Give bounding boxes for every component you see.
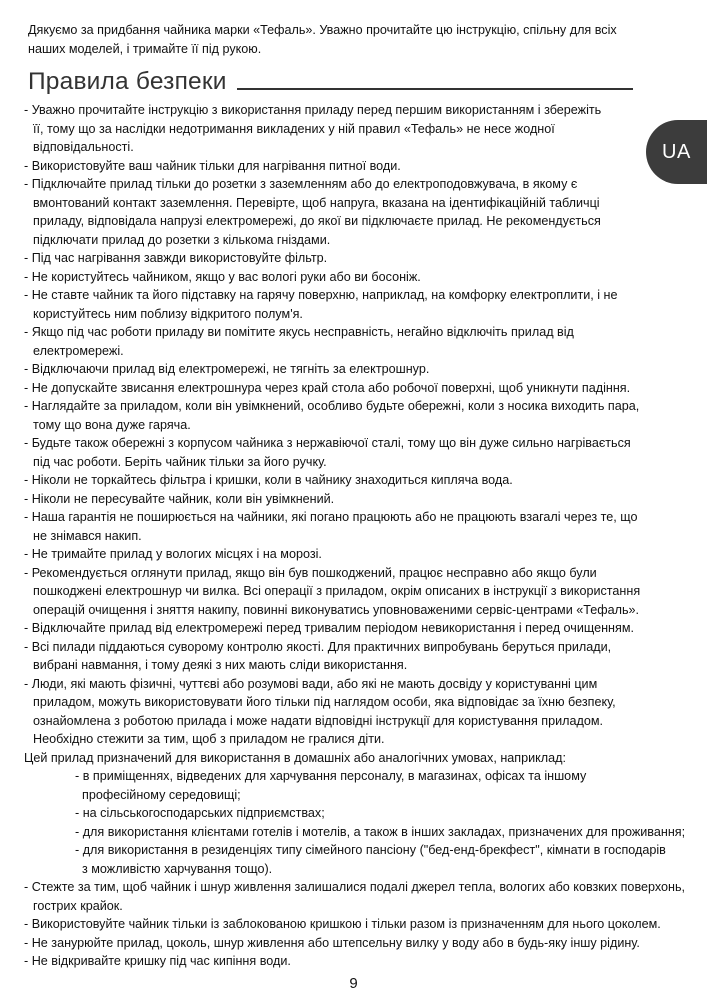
safety-rule <box>24 157 684 176</box>
list-item-continuation: приладу, відповідала напрузі електромережі, до якої ви підключаєте прилад. Не рекомендується <box>33 214 601 228</box>
list-item-continuation: користуйтесь ним поблизу відкритого полум'я. <box>33 306 303 321</box>
intro-line: наших моделей, і тримайте її під рукою. <box>28 41 262 56</box>
safety-rule <box>24 268 684 287</box>
list-item-continuation: Необхідно стежити за тим, щоб з приладом не гралися діти. <box>33 732 385 746</box>
list-item-continuation: пошкоджені електрошнур чи вилка. Всі операції з приладом, окрім описаних в інструкції з використання <box>33 584 641 598</box>
purpose-item <box>24 841 684 878</box>
safety-rule <box>24 564 684 620</box>
intro-paragraph <box>28 21 628 58</box>
list-item-text: - Ніколи не пересувайте чайник, коли він увімкнений. <box>24 491 335 506</box>
purpose-item <box>24 823 684 842</box>
safety-rule <box>24 471 684 490</box>
list-item-text: - для використання клієнтами готелів і мотелів, а також в інших закладах, призначених для проживання; <box>75 824 686 839</box>
purpose-intro-text: Цей прилад призначений для використання в домашніх або аналогічних умовах, наприклад: <box>24 750 567 765</box>
safety-rule <box>24 915 684 934</box>
list-item-text: - Не тримайте прилад у вологих місцях і на морозі. <box>24 547 322 561</box>
safety-rules-list <box>24 101 684 971</box>
list-item-text: - Будьте також обережні з корпусом чайника з нержавіючої сталі, тому що він дуже сильно нагрівається <box>24 436 631 450</box>
safety-rule <box>24 434 684 471</box>
title-underline <box>237 88 633 90</box>
list-item-continuation: підключати прилад до розетки з кількома гніздами. <box>33 232 331 247</box>
list-item-text: - Ніколи не торкайтесь фільтра і кришки, коли в чайнику знаходиться кипляча вода. <box>24 473 513 487</box>
safety-rule <box>24 175 684 249</box>
safety-rule <box>24 286 684 323</box>
list-item-continuation: електромережі. <box>33 343 124 358</box>
list-item-text: - Підключайте прилад тільки до розетки з заземленням або до електроподовжувача, в якому є <box>24 177 578 191</box>
list-item-text: - Всі пилади піддаються суворому контролю якості. Для практичних випробувань беруться прилади, <box>24 639 612 654</box>
safety-rule <box>24 323 684 360</box>
safety-rule <box>24 249 684 268</box>
intro-line: Дякуємо за придбання чайника марки «Тефаль». Уважно прочитайте цю інструкцію, спільну для всіх <box>28 23 617 37</box>
list-item-continuation: з можливістю харчування тощо). <box>82 861 273 876</box>
list-item-text: - Використовуйте чайник тільки із заблокованою кришкою і тільки разом із призначенням для нього цоколем. <box>24 917 661 931</box>
list-item-continuation: операцій очищення і зняття накипу, повинні виконуватись уповноваженими сервіс-центрами «Тефаль». <box>33 602 640 617</box>
purpose-item <box>24 767 684 804</box>
list-item-continuation: тому що вона дуже гаряча. <box>33 417 191 432</box>
list-item-continuation: не знімався накип. <box>33 528 142 543</box>
safety-rule <box>24 545 684 564</box>
purpose-intro <box>24 749 684 768</box>
list-item-continuation: ознайомлена з роботою прилада і може надати відповідні інструкції для користування приладом. <box>33 713 604 728</box>
list-item-continuation: вмонтований контакт заземлення. Перевірте, щоб напруга, вказана на ідентифікаційній табличці <box>33 195 600 210</box>
list-item-text: - Відключайте прилад від електромережі перед тривалим періодом невикористання і перед очищенням. <box>24 621 634 635</box>
language-tab-label: UA <box>662 140 691 163</box>
list-item-continuation: відповідальності. <box>33 140 134 154</box>
list-item-text: - Не відкривайте кришку під час кипіння води. <box>24 954 291 968</box>
list-item-text: - Люди, які мають фізичні, чуттєві або розумові вади, або які не мають досвіду у користуванні цим <box>24 676 598 691</box>
list-item-continuation: професійному середовищі; <box>82 787 241 802</box>
list-item-continuation: приладом, можуть використовувати його тільки під наглядом особи, яка відповідає за їхню безпеку, <box>33 695 616 709</box>
safety-rule <box>24 360 684 379</box>
section-header <box>28 64 633 96</box>
list-item-text: - в приміщеннях, відведених для харчування персоналу, в магазинах, офісах та іншому <box>75 769 587 783</box>
safety-rule <box>24 397 684 434</box>
list-item-continuation: вибрані навмання, і тому деякі з них мають сліди використання. <box>33 658 408 672</box>
section-title: Правила безпеки <box>28 68 227 95</box>
list-item-text: - Якщо під час роботи приладу ви помітите якусь несправність, негайно відключіть прилад від <box>24 325 574 339</box>
list-item-text: - на сільськогосподарських підприємствах; <box>75 806 325 820</box>
list-item-continuation: її, тому що за наслідки недотримання викладених у ній правил «Тефаль» не несе жодної <box>33 121 555 136</box>
safety-rule <box>24 490 684 509</box>
list-item-text: - Наглядайте за приладом, коли він увімкнений, особливо будьте обережні, коли з носика виходить пара, <box>24 399 640 413</box>
list-item-text: - Використовуйте ваш чайник тільки для нагрівання питної води. <box>24 158 401 173</box>
safety-rule <box>24 934 684 953</box>
list-item-text: - Рекомендується оглянути прилад, якщо він був пошкоджений, працює несправно або якщо були <box>24 565 597 580</box>
safety-rule <box>24 638 684 675</box>
list-item-text: - Відключаючи прилад від електромережі, не тягніть за електрошнур. <box>24 362 430 376</box>
list-item-text: - Уважно прочитайте інструкцію з використання приладу перед першим використанням і збережіть <box>24 103 602 117</box>
list-item-text: - Стежте за тим, щоб чайник і шнур живлення залишалися подалі джерел тепла, вологих або ковзких поверхонь, <box>24 880 686 894</box>
safety-rule <box>24 619 684 638</box>
list-item-text: - Під час нагрівання завжди використовуйте фільтр. <box>24 251 328 265</box>
list-item-text: - Не ставте чайник та його підставку на гарячу поверхню, наприклад, на комфорку електроплити, і не <box>24 288 618 302</box>
safety-rule <box>24 952 684 971</box>
list-item-continuation: гострих крайок. <box>33 898 123 913</box>
list-item-text: - Не користуйтесь чайником, якщо у вас вологі руки або ви босоніж. <box>24 269 421 284</box>
list-item-continuation: під час роботи. Беріть чайник тільки за його ручку. <box>33 454 327 469</box>
page-number: 9 <box>349 975 358 992</box>
safety-rule <box>24 379 684 398</box>
purpose-item <box>24 804 684 823</box>
list-item-text: - для використання в резиденціях типу сімейного пансіону ("бед-енд-брекфест", кімнати в господарів <box>75 843 666 857</box>
safety-rule <box>24 878 684 915</box>
safety-rule <box>24 101 684 157</box>
safety-rule <box>24 508 684 545</box>
list-item-text: - Не допускайте звисання електрошнура через край стола або робочої поверхні, щоб уникнути падіння. <box>24 380 631 395</box>
safety-rule <box>24 675 684 749</box>
list-item-text: - Не занурюйте прилад, цоколь, шнур живлення або штепсельну вилку у воду або в будь-яку іншу рідину. <box>24 935 640 950</box>
list-item-text: - Наша гарантія не поширюється на чайники, які погано працюють або не працюють взагалі через те, що <box>24 510 638 524</box>
